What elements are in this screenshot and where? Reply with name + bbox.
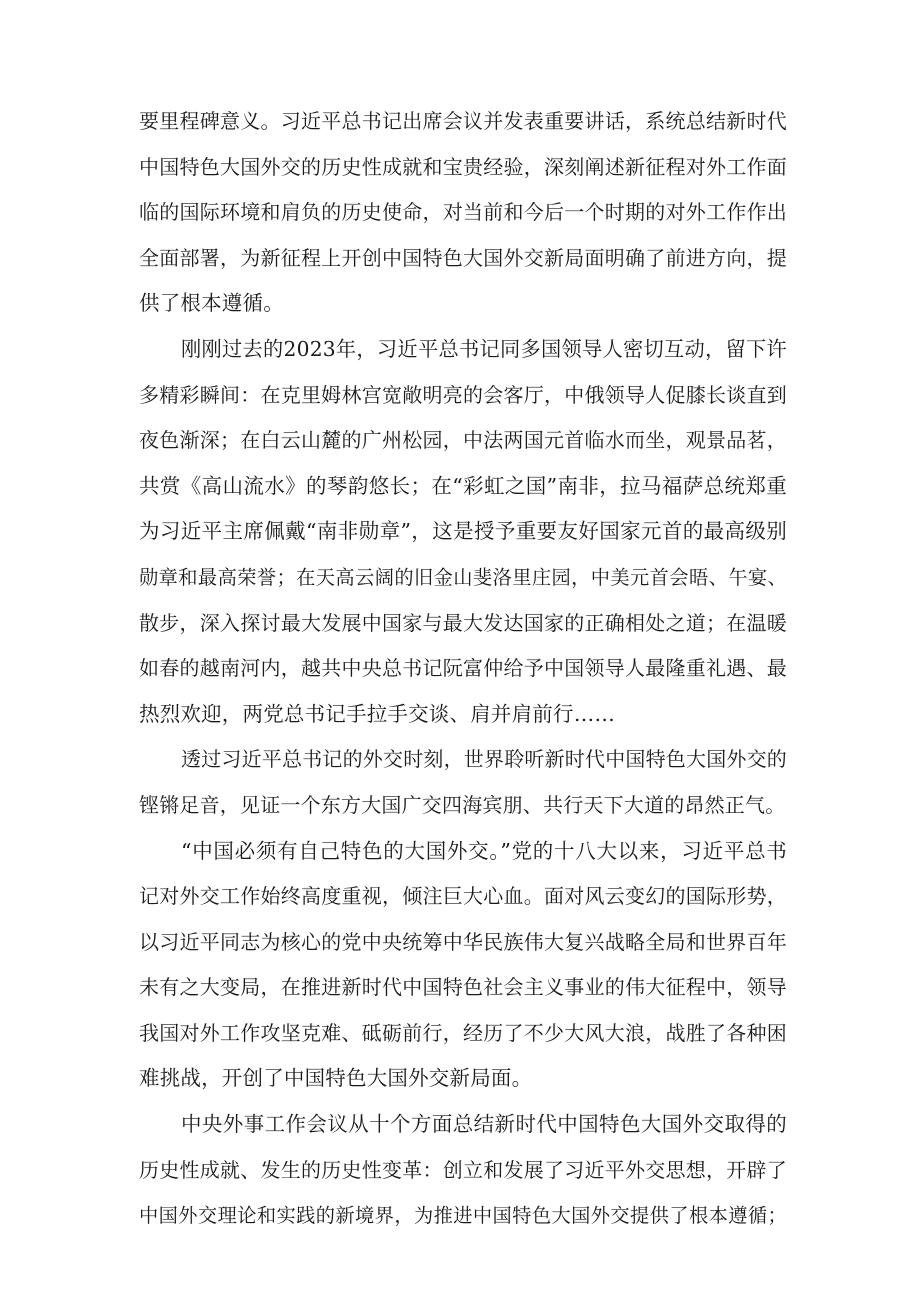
text-line: 未有之大变局，在推进新时代中国特色社会主义事业的伟大征程中，领导 [139,975,787,1000]
text-line: 以习近平同志为核心的党中央统筹中华民族伟大复兴战略全局和世界百年 [139,929,787,954]
text-line: 历史性成就、发生的历史性变革：创立和发展了习近平外交思想，开辟了 [139,1157,787,1182]
text-line: 我国对外工作攻坚克难、砥砺前行，经历了不少大风大浪，战胜了各种困 [139,1020,787,1045]
paragraph-3 [139,737,787,828]
text-line: 记对外交工作始终高度重视，倾注巨大心血。面对风云变幻的国际形势， [139,884,787,909]
paragraph-1 [139,99,787,327]
text-line: “中国必须有自己特色的大国外交。”党的十八大以来，习近平总书 [181,838,787,863]
text-line: 全面部署，为新征程上开创中国特色大国外交新局面明确了前进方向，提 [139,245,787,270]
text-line: 铿锵足音，见证一个东方大国广交四海宾朋、共行天下大道的昂然正气。 [139,792,786,817]
paragraph-2 [139,327,787,737]
text-line: 夜色渐深；在白云山麓的广州松园，中法两国元首临水而坐，观景品茗， [139,428,787,453]
text-line: 热烈欢迎，两党总书记手拉手交谈、肩并肩前行…… [139,701,616,726]
text-line: 透过习近平总书记的外交时刻，世界聆听新时代中国特色大国外交的 [181,747,787,772]
text-line: 刚刚过去的2023年，习近平总书记同多国领导人密切互动，留下许 [181,336,787,361]
text-line: 临的国际环境和肩负的历史使命，对当前和今后一个时期的对外工作作出 [139,200,787,225]
text-line: 共赏《高山流水》的琴韵悠长；在“彩虹之国”南非，拉马福萨总统郑重 [139,473,787,498]
text-line: 中国外交理论和实践的新境界，为推进中国特色大国外交提供了根本遵循； [139,1204,787,1228]
text-line: 勋章和最高荣誉；在天高云阔的旧金山斐洛里庄园，中美元首会晤、午宴、 [139,565,787,589]
paragraph-5 [139,1102,787,1239]
text-line: 中国特色大国外交的历史性成就和宝贵经验，深刻阐述新征程对外工作面 [139,154,787,179]
text-line: 中央外事工作会议从十个方面总结新时代中国特色大国外交取得的 [181,1112,787,1137]
paragraph-4 [139,829,787,1103]
text-line: 多精彩瞬间：在克里姆林宫宽敞明亮的会客厅，中俄领导人促膝长谈直到 [139,382,787,407]
text-line: 供了根本遵循。 [139,291,284,316]
text-line: 如春的越南河内，越共中央总书记阮富仲给予中国领导人最隆重礼遇、最 [139,656,787,681]
text-line: 要里程碑意义。习近平总书记出席会议并发表重要讲话，系统总结新时代 [139,109,787,133]
text-line: 散步，深入探讨最大发展中国家与最大发达国家的正确相处之道；在温暖 [139,610,787,635]
article-body [139,99,787,1239]
text-line: 难挑战，开创了中国特色大国外交新局面。 [139,1066,533,1091]
text-line: 为习近平主席佩戴“南非勋章”，这是授予重要友好国家元首的最高级别 [139,519,787,544]
